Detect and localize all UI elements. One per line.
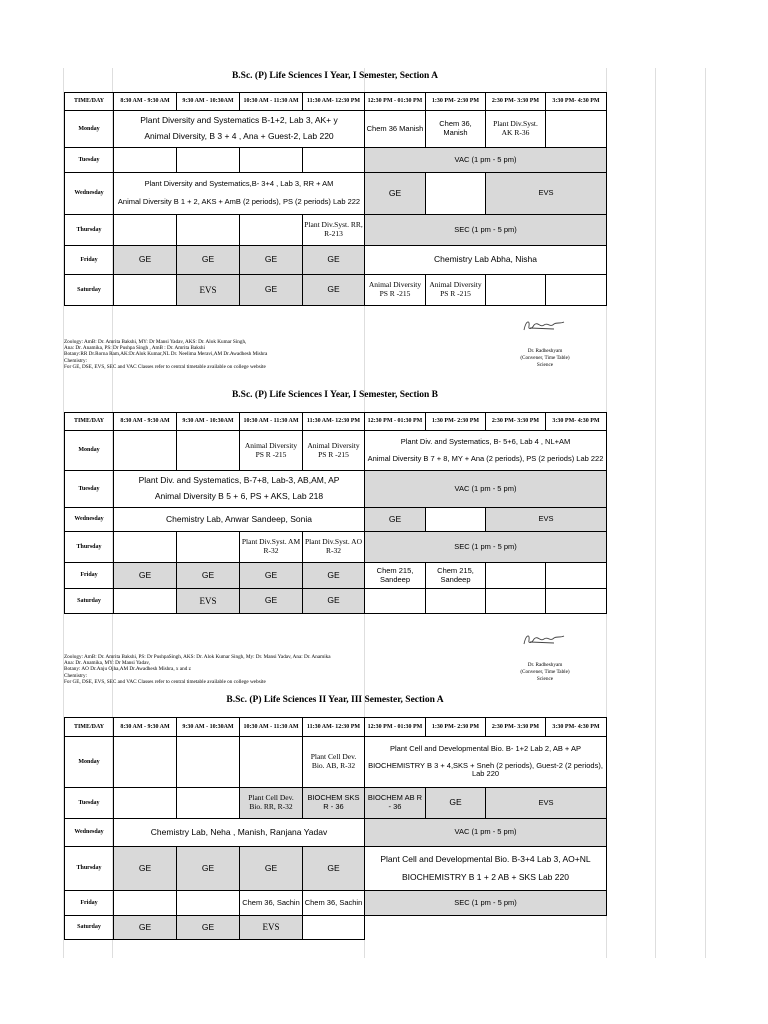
empty-cell	[114, 431, 177, 471]
ge-cell: GE	[177, 847, 240, 891]
legend-notes-a	[64, 339, 504, 370]
class-cell: Plant Div.Syst. RR, R-213	[303, 215, 365, 246]
plant-animal-diversity-block	[114, 173, 365, 215]
class-line: BIOCHEMISTRY B 3 + 4,SKS + Sneh (2 periods), Guest-2 (2 periods), Lab 220	[368, 760, 603, 779]
thursday-row	[65, 532, 607, 563]
empty-cell	[546, 111, 607, 148]
signature-graphic	[520, 630, 570, 650]
section-b-title: B.Sc. (P) Life Sciences I Year, I Semester, Section B	[231, 390, 439, 400]
day-label: Wednesday	[65, 173, 114, 215]
ge-cell: GE	[114, 847, 177, 891]
chemistry-lab-block: Chemistry Lab, Neha , Manish, Ranjana Yadav	[114, 819, 365, 847]
empty-cell	[303, 148, 365, 173]
convener-dept: Science	[536, 675, 554, 682]
note-line: Zoology: AmB: Dr. Amrita Bakshi, PS: Dr PushpaSingh, AKS: Dr. Alok Kumar Singh, My: Dr. Mansi Yadav, Ana: Dr. Anamika	[64, 654, 331, 660]
empty-cell	[114, 891, 177, 916]
convener-block	[480, 662, 610, 682]
monday-row	[65, 737, 607, 788]
empty-cell	[114, 215, 177, 246]
section-b-table	[64, 412, 607, 614]
convener-block	[480, 348, 610, 368]
legend-notes-b	[64, 654, 504, 685]
ge-cell: GE	[240, 275, 303, 306]
ge-cell: GE	[177, 563, 240, 589]
class-cell: Plant Div.Syst. AM R-32	[240, 532, 303, 563]
class-cell: Animal Diversity PS R -215	[303, 431, 365, 471]
class-line: Plant Div. and Systematics, B-7+8, Lab-3, AB,AM, AP	[138, 475, 340, 486]
day-label: Tuesday	[65, 471, 114, 508]
empty-cell	[240, 148, 303, 173]
evs-cell: EVS	[486, 788, 607, 819]
note-line: Chemistry:	[64, 672, 88, 679]
note-line: Botany: AO Dr.Anju Ojha,AM Dr.Awadhesh Mishra, x and z	[64, 666, 191, 673]
time-slot-header: 11:30 AM- 12:30 PM	[303, 413, 365, 431]
chemistry-lab-block: Chemistry Lab, Anwar Sandeep, Sonia	[114, 508, 365, 532]
class-cell: Plant Cell Dev. Bio. RR, R-32	[240, 788, 303, 819]
time-slot-header: 1:30 PM- 2:30 PM	[426, 718, 486, 737]
empty-cell	[114, 788, 177, 819]
day-label: Saturday	[65, 589, 114, 614]
day-label: Tuesday	[65, 148, 114, 173]
empty-cell	[546, 589, 607, 614]
saturday-row	[65, 916, 607, 940]
ge-cell: GE	[240, 847, 303, 891]
day-label: Thursday	[65, 215, 114, 246]
empty-cell	[114, 275, 177, 306]
friday-row	[65, 563, 607, 589]
header-row	[65, 93, 607, 111]
day-label: Friday	[65, 246, 114, 275]
class-line: Plant Div. and Systematics, B- 5+6, Lab 4 , NL+AM	[400, 436, 571, 446]
ge-cell: GE	[303, 847, 365, 891]
time-slot-header: 1:30 PM- 2:30 PM	[426, 413, 486, 431]
day-label: Thursday	[65, 847, 114, 891]
class-line: Plant Cell and Developmental Bio. B-3+4 Lab 3, AO+NL	[380, 853, 591, 864]
time-slot-header: 3:30 PM- 4:30 PM	[546, 93, 607, 111]
empty-cell	[486, 563, 546, 589]
class-line: Plant Diversity and Systematics,B- 3+4 , Lab 3, RR + AM	[144, 179, 334, 189]
day-label: Monday	[65, 111, 114, 148]
grid-line	[655, 68, 656, 958]
empty-cell	[426, 508, 486, 532]
class-cell: Chem 36 Manish	[365, 111, 426, 148]
empty-cell	[426, 173, 486, 215]
empty-cell	[114, 148, 177, 173]
time-slot-header: 1:30 PM- 2:30 PM	[426, 93, 486, 111]
time-slot-header: 8:30 AM - 9:30 AM	[114, 718, 177, 737]
time-slot-header: 3:30 PM- 4:30 PM	[546, 413, 607, 431]
header-row	[65, 718, 607, 737]
time-slot-header: 11:30 AM- 12:30 PM	[303, 93, 365, 111]
class-line: BIOCHEMISTRY B 1 + 2 AB + SKS Lab 220	[402, 871, 569, 882]
ge-cell: GE	[114, 563, 177, 589]
thursday-row	[65, 847, 607, 891]
ge-cell: GE	[240, 563, 303, 589]
time-slot-header: 3:30 PM- 4:30 PM	[546, 718, 607, 737]
time-slot-header: 2:30 PM- 3:30 PM	[486, 413, 546, 431]
class-line: Animal Diversity B 5 + 6, PS + AKS, Lab 218	[154, 491, 324, 501]
time-day-header: TIME/DAY	[65, 413, 114, 431]
time-slot-header: 2:30 PM- 3:30 PM	[486, 718, 546, 737]
time-slot-header: 10:30 AM - 11:30 AM	[240, 718, 303, 737]
class-cell: Chem 215, Sandeep	[365, 563, 426, 589]
time-slot-header: 9:30 AM - 10:30AM	[177, 93, 240, 111]
day-label: Monday	[65, 737, 114, 788]
empty-cell	[177, 788, 240, 819]
ge-cell: GE	[240, 589, 303, 614]
vac-block: VAC (1 pm - 5 pm)	[365, 819, 607, 847]
chemistry-lab-block: Chemistry Lab Abha, Nisha	[365, 246, 607, 275]
time-slot-header: 12:30 PM - 01:30 PM	[365, 93, 426, 111]
convener-name: Dr. Radheshyam	[527, 662, 563, 668]
sec-block: SEC (1 pm - 5 pm)	[365, 215, 607, 246]
empty-cell	[114, 737, 177, 788]
friday-row	[65, 246, 607, 275]
section-a-table	[64, 92, 607, 306]
empty-cell	[303, 916, 365, 940]
signature-graphic	[520, 316, 570, 336]
plant-animal-diversity-block	[114, 471, 365, 508]
vac-block: VAC (1 pm - 5 pm)	[365, 471, 607, 508]
ge-cell: GE	[177, 916, 240, 940]
evs-cell: EVS	[486, 173, 607, 215]
day-label: Tuesday	[65, 788, 114, 819]
section-a-title: B.Sc. (P) Life Sciences I Year, I Semester, Section A	[231, 71, 439, 81]
empty-cell	[177, 532, 240, 563]
time-slot-header: 12:30 PM - 01:30 PM	[365, 718, 426, 737]
day-label: Saturday	[65, 916, 114, 940]
time-slot-header: 8:30 AM - 9:30 AM	[114, 93, 177, 111]
class-cell: Chem 36, Sachin	[240, 891, 303, 916]
saturday-row	[65, 275, 607, 306]
ge-cell: GE	[365, 173, 426, 215]
class-cell: Chem 215, Sandeep	[426, 563, 486, 589]
empty-cell	[114, 532, 177, 563]
note-line: Ana: Dr. Anamika, PS: Dr Pushpa Singh , AmB : Dr. Amrita Bakshi	[64, 345, 205, 352]
empty-cell	[177, 148, 240, 173]
empty-cell	[114, 589, 177, 614]
time-slot-header: 9:30 AM - 10:30AM	[177, 718, 240, 737]
time-slot-header: 10:30 AM - 11:30 AM	[240, 413, 303, 431]
convener-role: (Convener, Time Table)	[520, 668, 570, 675]
class-cell: Animal Diversity PS R -215	[426, 275, 486, 306]
empty-cell	[546, 563, 607, 589]
empty-cell	[486, 275, 546, 306]
time-day-header: TIME/DAY	[65, 718, 114, 737]
convener-dept: Science	[536, 361, 554, 368]
friday-row	[65, 891, 607, 916]
day-label: Saturday	[65, 275, 114, 306]
class-cell: Chem 36, Manish	[426, 111, 486, 148]
note-line: For GE, DSE, EVS, SEC and VAC Classes refer to central timetable available on college website	[64, 363, 266, 370]
convener-name: Dr. Radheshyam	[527, 348, 563, 354]
class-line: Animal Diversity B 1 + 2, AKS + AmB (2 periods), PS (2 periods) Lab 222	[117, 197, 361, 206]
ge-cell: GE	[114, 246, 177, 275]
day-label: Wednesday	[65, 819, 114, 847]
empty-cell	[240, 215, 303, 246]
empty-cell	[240, 737, 303, 788]
time-slot-header: 10:30 AM - 11:30 AM	[240, 93, 303, 111]
ge-cell: GE	[365, 508, 426, 532]
plant-animal-diversity-block	[114, 111, 365, 148]
monday-row	[65, 111, 607, 148]
class-cell: Animal Diversity PS R -215	[365, 275, 426, 306]
vac-block: VAC (1 pm - 5 pm)	[365, 148, 607, 173]
time-slot-header: 2:30 PM- 3:30 PM	[486, 93, 546, 111]
empty-cell	[177, 737, 240, 788]
ge-cell: GE	[426, 788, 486, 819]
day-label: Friday	[65, 891, 114, 916]
convener-role: (Convener, Time Table)	[520, 354, 570, 361]
sec-block: SEC (1 pm - 5 pm)	[365, 532, 607, 563]
plant-animal-diversity-block	[365, 431, 607, 471]
section-c-title: B.Sc. (P) Life Sciences II Year, III Semester, Section A	[226, 695, 444, 705]
ge-cell: GE	[303, 246, 365, 275]
wednesday-row	[65, 819, 607, 847]
ge-cell: GE	[303, 563, 365, 589]
empty-cell	[365, 589, 426, 614]
time-slot-header: 11:30 AM- 12:30 PM	[303, 718, 365, 737]
plant-cell-biochem-block	[365, 737, 607, 788]
class-cell: Chem 36, Sachin	[303, 891, 365, 916]
plant-cell-biochem-block	[365, 847, 607, 891]
class-cell: Plant Div.Syst. AO R-32	[303, 532, 365, 563]
empty-cell	[486, 589, 546, 614]
empty-cell	[177, 891, 240, 916]
evs-cell: EVS	[177, 589, 240, 614]
class-cell: BIOCHEM SKS R - 36	[303, 788, 365, 819]
class-line: Animal Diversity, B 3 + 4 , Ana + Guest-2, Lab 220	[144, 131, 334, 141]
tuesday-row	[65, 148, 607, 173]
time-slot-header: 12:30 PM - 01:30 PM	[365, 413, 426, 431]
note-line: Ana: Dr. Anamika, MY: Dr Mansi Yadav,	[64, 660, 150, 667]
evs-cell: EVS	[240, 916, 303, 940]
class-line: Plant Cell and Developmental Bio. B- 1+2 Lab 2, AB + AP	[390, 744, 581, 754]
empty-cell	[177, 431, 240, 471]
class-line: Animal Diversity B 7 + 8, MY + Ana (2 periods), PS (2 periods) Lab 222	[367, 453, 604, 463]
wednesday-row	[65, 173, 607, 215]
empty-cell	[546, 275, 607, 306]
wednesday-row	[65, 508, 607, 532]
thursday-row	[65, 215, 607, 246]
note-line: Chemistry:	[64, 357, 88, 364]
ge-cell: GE	[303, 589, 365, 614]
monday-row	[65, 431, 607, 471]
note-line: For GE, DSE, EVS, SEC and VAC Classes refer to central timetable available on college website	[64, 678, 266, 685]
class-cell: Plant Cell Dev. Bio. AB, R-32	[303, 737, 365, 788]
empty-cell	[426, 589, 486, 614]
day-label: Monday	[65, 431, 114, 471]
time-slot-header: 9:30 AM - 10:30AM	[177, 413, 240, 431]
saturday-row	[65, 589, 607, 614]
ge-cell: GE	[303, 275, 365, 306]
ge-cell: GE	[177, 246, 240, 275]
empty-cell	[177, 215, 240, 246]
grid-line	[705, 68, 706, 958]
time-day-header: TIME/DAY	[65, 93, 114, 111]
day-label: Thursday	[65, 532, 114, 563]
day-label: Friday	[65, 563, 114, 589]
class-cell: BIOCHEM AB R - 36	[365, 788, 426, 819]
sec-block: SEC (1 pm - 5 pm)	[365, 891, 607, 916]
note-line: Botany:RR Dr.Rorna Ram,AK:Dr.Alok Kumar,NL Dr. Neelima Meravi,AM Dr.Awadhesh Mishra	[64, 351, 268, 358]
class-cell: Animal Diversity PS R -215	[240, 431, 303, 471]
time-slot-header: 8:30 AM - 9:30 AM	[114, 413, 177, 431]
class-line: Plant Diversity and Systematics B-1+2, Lab 3, AK+ y	[140, 115, 338, 126]
ge-cell: GE	[114, 916, 177, 940]
tuesday-row	[65, 788, 607, 819]
evs-cell: EVS	[177, 275, 240, 306]
class-cell: Plant Div.Syst. AK R-36	[486, 111, 546, 148]
day-label: Wednesday	[65, 508, 114, 532]
tuesday-row	[65, 471, 607, 508]
note-line: Zoology: AmB: Dr. Amrita Bakshi, MY: Dr Mansi Yadav, AKS: Dr. Alok Kumar Singh,	[64, 339, 247, 345]
evs-cell: EVS	[486, 508, 607, 532]
ge-cell: GE	[240, 246, 303, 275]
header-row	[65, 413, 607, 431]
section-c-table	[64, 717, 607, 940]
